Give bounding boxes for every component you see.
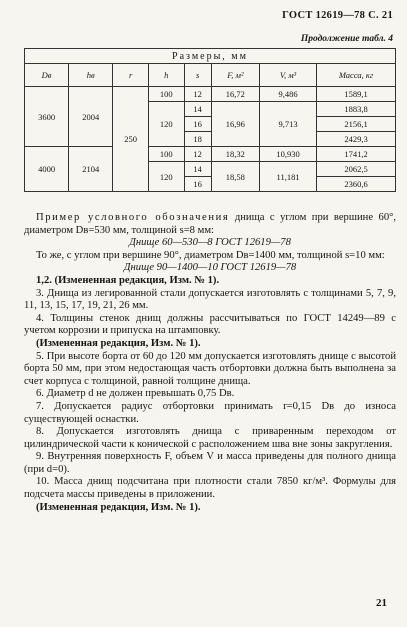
cell-hb: 2104	[69, 147, 113, 192]
page-number: 21	[376, 597, 387, 609]
cell-hb: 2004	[69, 87, 113, 147]
paragraph: 5. При высоте борта от 60 до 120 мм допускается изготовлять днище с высотой борта 50 мм, при этом недостающая часть отбортовки должна быть выполнена за счет корпуса с толщиной, равной толщине днища.	[24, 350, 396, 387]
header-hb: hв	[69, 64, 113, 87]
cell-s: 14	[184, 162, 211, 177]
cell-v: 10,930	[260, 147, 317, 162]
cell-h: 120	[148, 162, 184, 192]
paragraph: 10. Масса днищ подсчитана при плотности стали 7850 кг/м³. Формулы для подсчета массы приведены в приложении.	[24, 476, 396, 501]
cell-h: 100	[148, 87, 184, 102]
table-row	[25, 87, 396, 102]
example-lead: Пример условного обозначения	[36, 212, 230, 223]
header-f: F, м²	[211, 64, 259, 87]
designation-example-1: Днище 60—530—8 ГОСТ 12619—78	[129, 237, 291, 249]
paragraph: 6. Диаметр d не должен превышать 0,75 Dв.	[36, 388, 235, 400]
paragraph: То же, с углом при вершине 90°, диаметром Dв=1400 мм, толщиной s=10 мм:	[36, 249, 385, 261]
paragraph: 1,2. (Измененная редакция, Изм. № 1).	[36, 274, 220, 286]
page-header: ГОСТ 12619—78 С. 21	[282, 10, 393, 21]
cell-s: 16	[184, 117, 211, 132]
cell-v: 9,713	[260, 102, 317, 147]
cell-s: 12	[184, 147, 211, 162]
designation-example-2: Днище 90—1400—10 ГОСТ 12619—78	[123, 262, 297, 274]
cell-mass: 2062,5	[317, 162, 396, 177]
paragraph: 4. Толщины стенок днищ должны рассчитываться по ГОСТ 14249—89 с учетом коррозии и припуска на штамповку.	[24, 312, 396, 337]
header-h: h	[148, 64, 184, 87]
header-db: Dв	[25, 64, 69, 87]
paragraph: 9. Внутренняя поверхность F, объем V и масса приведены для полного днища (при d=0).	[24, 451, 396, 475]
cell-mass: 1741,2	[317, 147, 396, 162]
header-mass: Масса, кг	[317, 64, 396, 87]
cell-s: 18	[184, 132, 211, 147]
cell-f: 16,96	[211, 102, 259, 147]
header-v: V, м³	[260, 64, 317, 87]
paragraph: 8. Допускается изготовлять днища с приваренным переходом от цилиндрической части к конической с расположением шва вне зоны закругления.	[24, 426, 396, 450]
body-text	[24, 212, 396, 514]
cell-s: 14	[184, 102, 211, 117]
paragraph	[24, 212, 396, 237]
paragraph: 7. Допускается радиус отбортовки принимать r=0,15 Dв до износа существующей оснастки.	[24, 400, 396, 425]
cell-mass: 2156,1	[317, 117, 396, 132]
header-s: s	[184, 64, 211, 87]
cell-h: 120	[148, 102, 184, 147]
cell-mass: 2360,6	[317, 177, 396, 192]
table-caption: Размеры, мм	[25, 49, 396, 64]
cell-mass: 1589,1	[317, 87, 396, 102]
cell-h: 100	[148, 147, 184, 162]
cell-v: 11,181	[260, 162, 317, 192]
table-continuation-note: Продолжение табл. 4	[300, 34, 393, 44]
paragraph: (Измененная редакция, Изм. № 1).	[36, 501, 201, 513]
table-row	[25, 147, 396, 162]
example-rest: днища с углом при вершине 60°, диаметром Dв=530 мм, толщиной s=8 мм:	[24, 212, 396, 236]
paragraph: (Измененная редакция, Изм. № 1).	[36, 337, 201, 349]
cell-mass: 2429,3	[317, 132, 396, 147]
cell-s: 16	[184, 177, 211, 192]
dimensions-table	[24, 48, 396, 192]
cell-v: 9,486	[260, 87, 317, 102]
header-r: r	[113, 64, 149, 87]
cell-r: 250	[113, 87, 149, 192]
cell-mass: 1883,8	[317, 102, 396, 117]
cell-f: 18,32	[211, 147, 259, 162]
cell-db: 4000	[25, 147, 69, 192]
cell-s: 12	[184, 87, 211, 102]
cell-db: 3600	[25, 87, 69, 147]
paragraph: 3. Днища из легированной стали допускается изготовлять с толщинами 5, 7, 9, 11, 13, 15, 17, 19, 21, 26 мм.	[24, 287, 396, 312]
cell-f: 16,72	[211, 87, 259, 102]
cell-f: 18,58	[211, 162, 259, 192]
